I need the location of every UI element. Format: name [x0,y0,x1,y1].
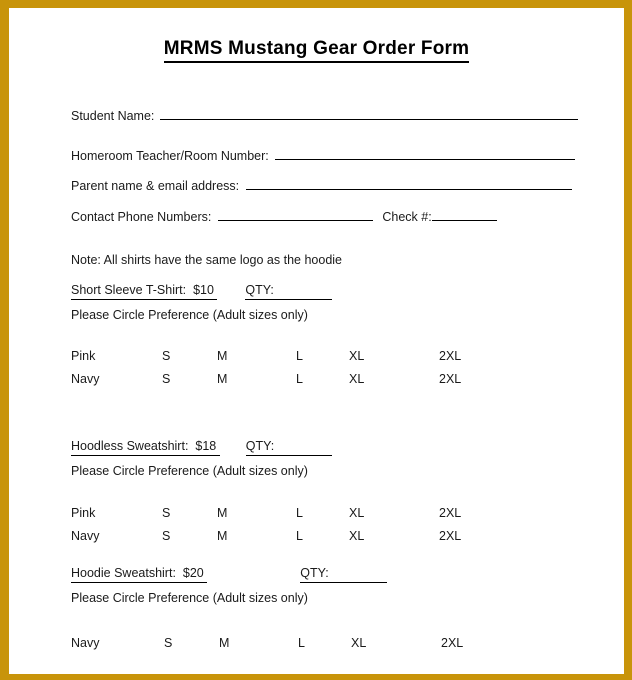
field-homeroom-teacher [71,148,575,164]
color-label-navy: Navy [71,636,100,650]
field-contact-phone-input[interactable] [218,209,373,221]
size-row-short-sleeve-pink [71,347,541,366]
size-option-m[interactable]: M [219,636,230,650]
field-check-number-label: Check #: [382,210,432,224]
size-option-s[interactable]: S [162,372,171,386]
product-heading-hoodless-sweatshirt [71,438,332,456]
size-option-2xl[interactable]: 2XL [439,506,462,520]
field-parent-contact [71,178,572,194]
field-student-name [71,108,578,124]
size-option-l[interactable]: L [298,636,305,650]
size-row-hoodless-navy [71,527,541,546]
size-option-l[interactable]: L [296,529,303,543]
size-option-xl[interactable]: XL [349,349,365,363]
size-option-2xl[interactable]: 2XL [439,349,462,363]
field-homeroom-teacher-input[interactable] [275,148,575,160]
size-option-m[interactable]: M [217,349,228,363]
size-option-2xl[interactable]: 2XL [441,636,464,650]
field-parent-contact-input[interactable] [246,178,572,190]
field-parent-contact-label: Parent name & email address: [71,179,240,193]
color-label-navy: Navy [71,529,100,543]
size-row-hoodie-navy [71,634,541,653]
color-label-pink: Pink [71,349,96,363]
size-row-hoodless-pink [71,504,541,523]
size-option-xl[interactable]: XL [349,372,365,386]
size-option-l[interactable]: L [296,506,303,520]
order-form-sheet [9,8,624,674]
size-option-l[interactable]: L [296,372,303,386]
size-option-m[interactable]: M [217,529,228,543]
field-student-name-label: Student Name: [71,109,155,123]
preference-note-hoodie-sweatshirt: Please Circle Preference (Adult sizes only) [71,591,308,605]
size-row-short-sleeve-navy [71,370,541,389]
product-heading-short-sleeve-t-shirt [71,282,332,300]
page-title-container [9,38,624,63]
product-qty-short-sleeve-t-shirt[interactable]: QTY: [245,282,331,300]
size-option-m[interactable]: M [217,506,228,520]
color-label-pink: Pink [71,506,96,520]
product-qty-hoodless-sweatshirt[interactable]: QTY: [246,438,332,456]
product-name-hoodless-sweatshirt: Hoodless Sweatshirt: $18 [71,438,220,456]
size-option-2xl[interactable]: 2XL [439,529,462,543]
size-option-s[interactable]: S [164,636,173,650]
field-contact-phone-label: Contact Phone Numbers: [71,210,212,224]
product-name-short-sleeve-t-shirt: Short Sleeve T-Shirt: $10 [71,282,217,300]
size-option-s[interactable]: S [162,349,171,363]
size-option-2xl[interactable]: 2XL [439,372,462,386]
preference-note-hoodless-sweatshirt: Please Circle Preference (Adult sizes only) [71,464,308,478]
size-option-xl[interactable]: XL [349,506,365,520]
field-contact-phone [71,209,497,225]
page-title: MRMS Mustang Gear Order Form [164,38,469,63]
size-option-l[interactable]: L [296,349,303,363]
size-option-s[interactable]: S [162,506,171,520]
product-name-hoodie-sweatshirt: Hoodie Sweatshirt: $20 [71,565,207,583]
logo-note: Note: All shirts have the same logo as the hoodie [71,253,342,267]
size-option-xl[interactable]: XL [349,529,365,543]
field-homeroom-teacher-label: Homeroom Teacher/Room Number: [71,149,269,163]
preference-note-short-sleeve-t-shirt: Please Circle Preference (Adult sizes only) [71,308,308,322]
field-student-name-input[interactable] [160,108,578,120]
size-option-m[interactable]: M [217,372,228,386]
product-qty-hoodie-sweatshirt[interactable]: QTY: [300,565,386,583]
size-option-xl[interactable]: XL [351,636,367,650]
size-option-s[interactable]: S [162,529,171,543]
product-heading-hoodie-sweatshirt [71,565,387,583]
field-check-number-input[interactable] [432,209,497,221]
color-label-navy: Navy [71,372,100,386]
